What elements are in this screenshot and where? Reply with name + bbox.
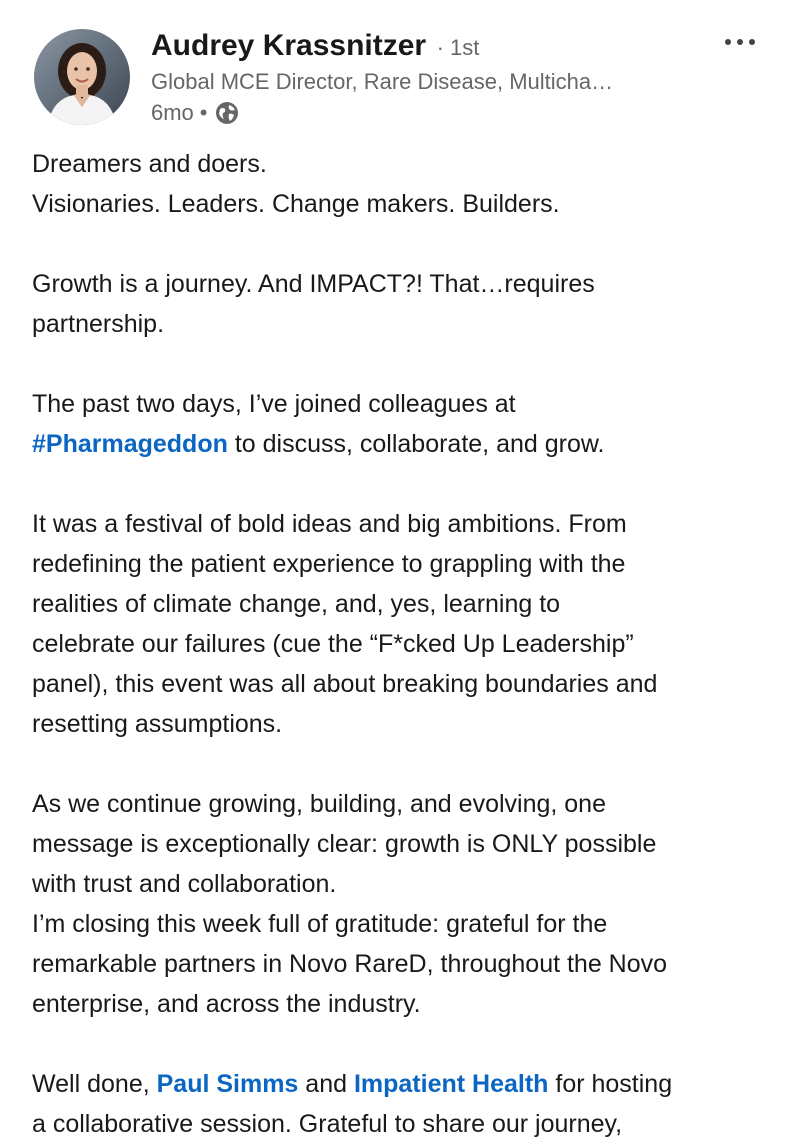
hashtag-link[interactable]: #Pharmageddon [32, 430, 228, 458]
text-line: realities of climate change, and, yes, learning to [32, 590, 561, 618]
globe-icon [214, 100, 240, 126]
author-headline: Global MCE Director, Rare Disease, Multicha… [151, 69, 614, 94]
paragraph-5 [32, 784, 772, 1024]
author-avatar[interactable] [34, 29, 130, 125]
connection-degree: · 1st [436, 35, 480, 60]
text-fragment: Well done, [32, 1070, 157, 1098]
text-line: Dreamers and doers. [32, 150, 267, 178]
text-fragment: and [298, 1070, 354, 1098]
text-line: Visionaries. Leaders. Change makers. Builders. [32, 190, 560, 218]
text-line: partnership. [32, 310, 165, 338]
post-age: 6mo [151, 100, 194, 125]
text-line: It was a festival of bold ideas and big ambitions. From [32, 510, 627, 538]
mention-link-paul-simms[interactable]: Paul Simms [156, 1070, 299, 1098]
text-line: I’m closing this week full of gratitude: grateful for the [32, 910, 608, 938]
text-line: redefining the patient experience to grappling with the [32, 550, 626, 578]
text-line: As we continue growing, building, and evolving, one [32, 790, 606, 818]
text-line: The past two days, I’ve joined colleagues at [32, 390, 516, 418]
mention-link-impatient-health[interactable]: Impatient Health [353, 1070, 549, 1098]
text-line: Growth is a journey. And IMPACT?! That…requires [32, 270, 595, 298]
paragraph-6 [32, 1064, 772, 1144]
text-line [32, 1064, 772, 1104]
author-name[interactable]: Audrey Krassnitzer [151, 29, 427, 62]
text-line: resetting assumptions. [32, 710, 283, 738]
post-meta [151, 97, 240, 129]
paragraph-3 [32, 384, 772, 464]
post-header [0, 0, 800, 140]
text-line [32, 424, 772, 464]
text-line: panel), this event was all about breaking boundaries and [32, 670, 658, 698]
meta-separator: • [199, 100, 208, 125]
text-line: remarkable partners in Novo RareD, throughout the Novo [32, 950, 668, 978]
text-fragment: for hosting [548, 1070, 673, 1098]
post-body [32, 144, 772, 1146]
paragraph-2 [32, 264, 772, 344]
paragraph-1 [32, 144, 772, 224]
author-name-line [151, 28, 479, 69]
text-line: enterprise, and across the industry. [32, 990, 421, 1018]
more-options-icon[interactable] [716, 24, 764, 60]
text-line: a collaborative session. Grateful to share our journey, [32, 1110, 623, 1138]
text-line: message is exceptionally clear: growth is ONLY possible [32, 830, 657, 858]
text-line: with trust and collaboration. [32, 870, 337, 898]
text-fragment: to discuss, collaborate, and grow. [227, 430, 605, 458]
paragraph-4 [32, 504, 772, 744]
text-line: celebrate our failures (cue the “F*cked Up Leadership” [32, 630, 634, 658]
